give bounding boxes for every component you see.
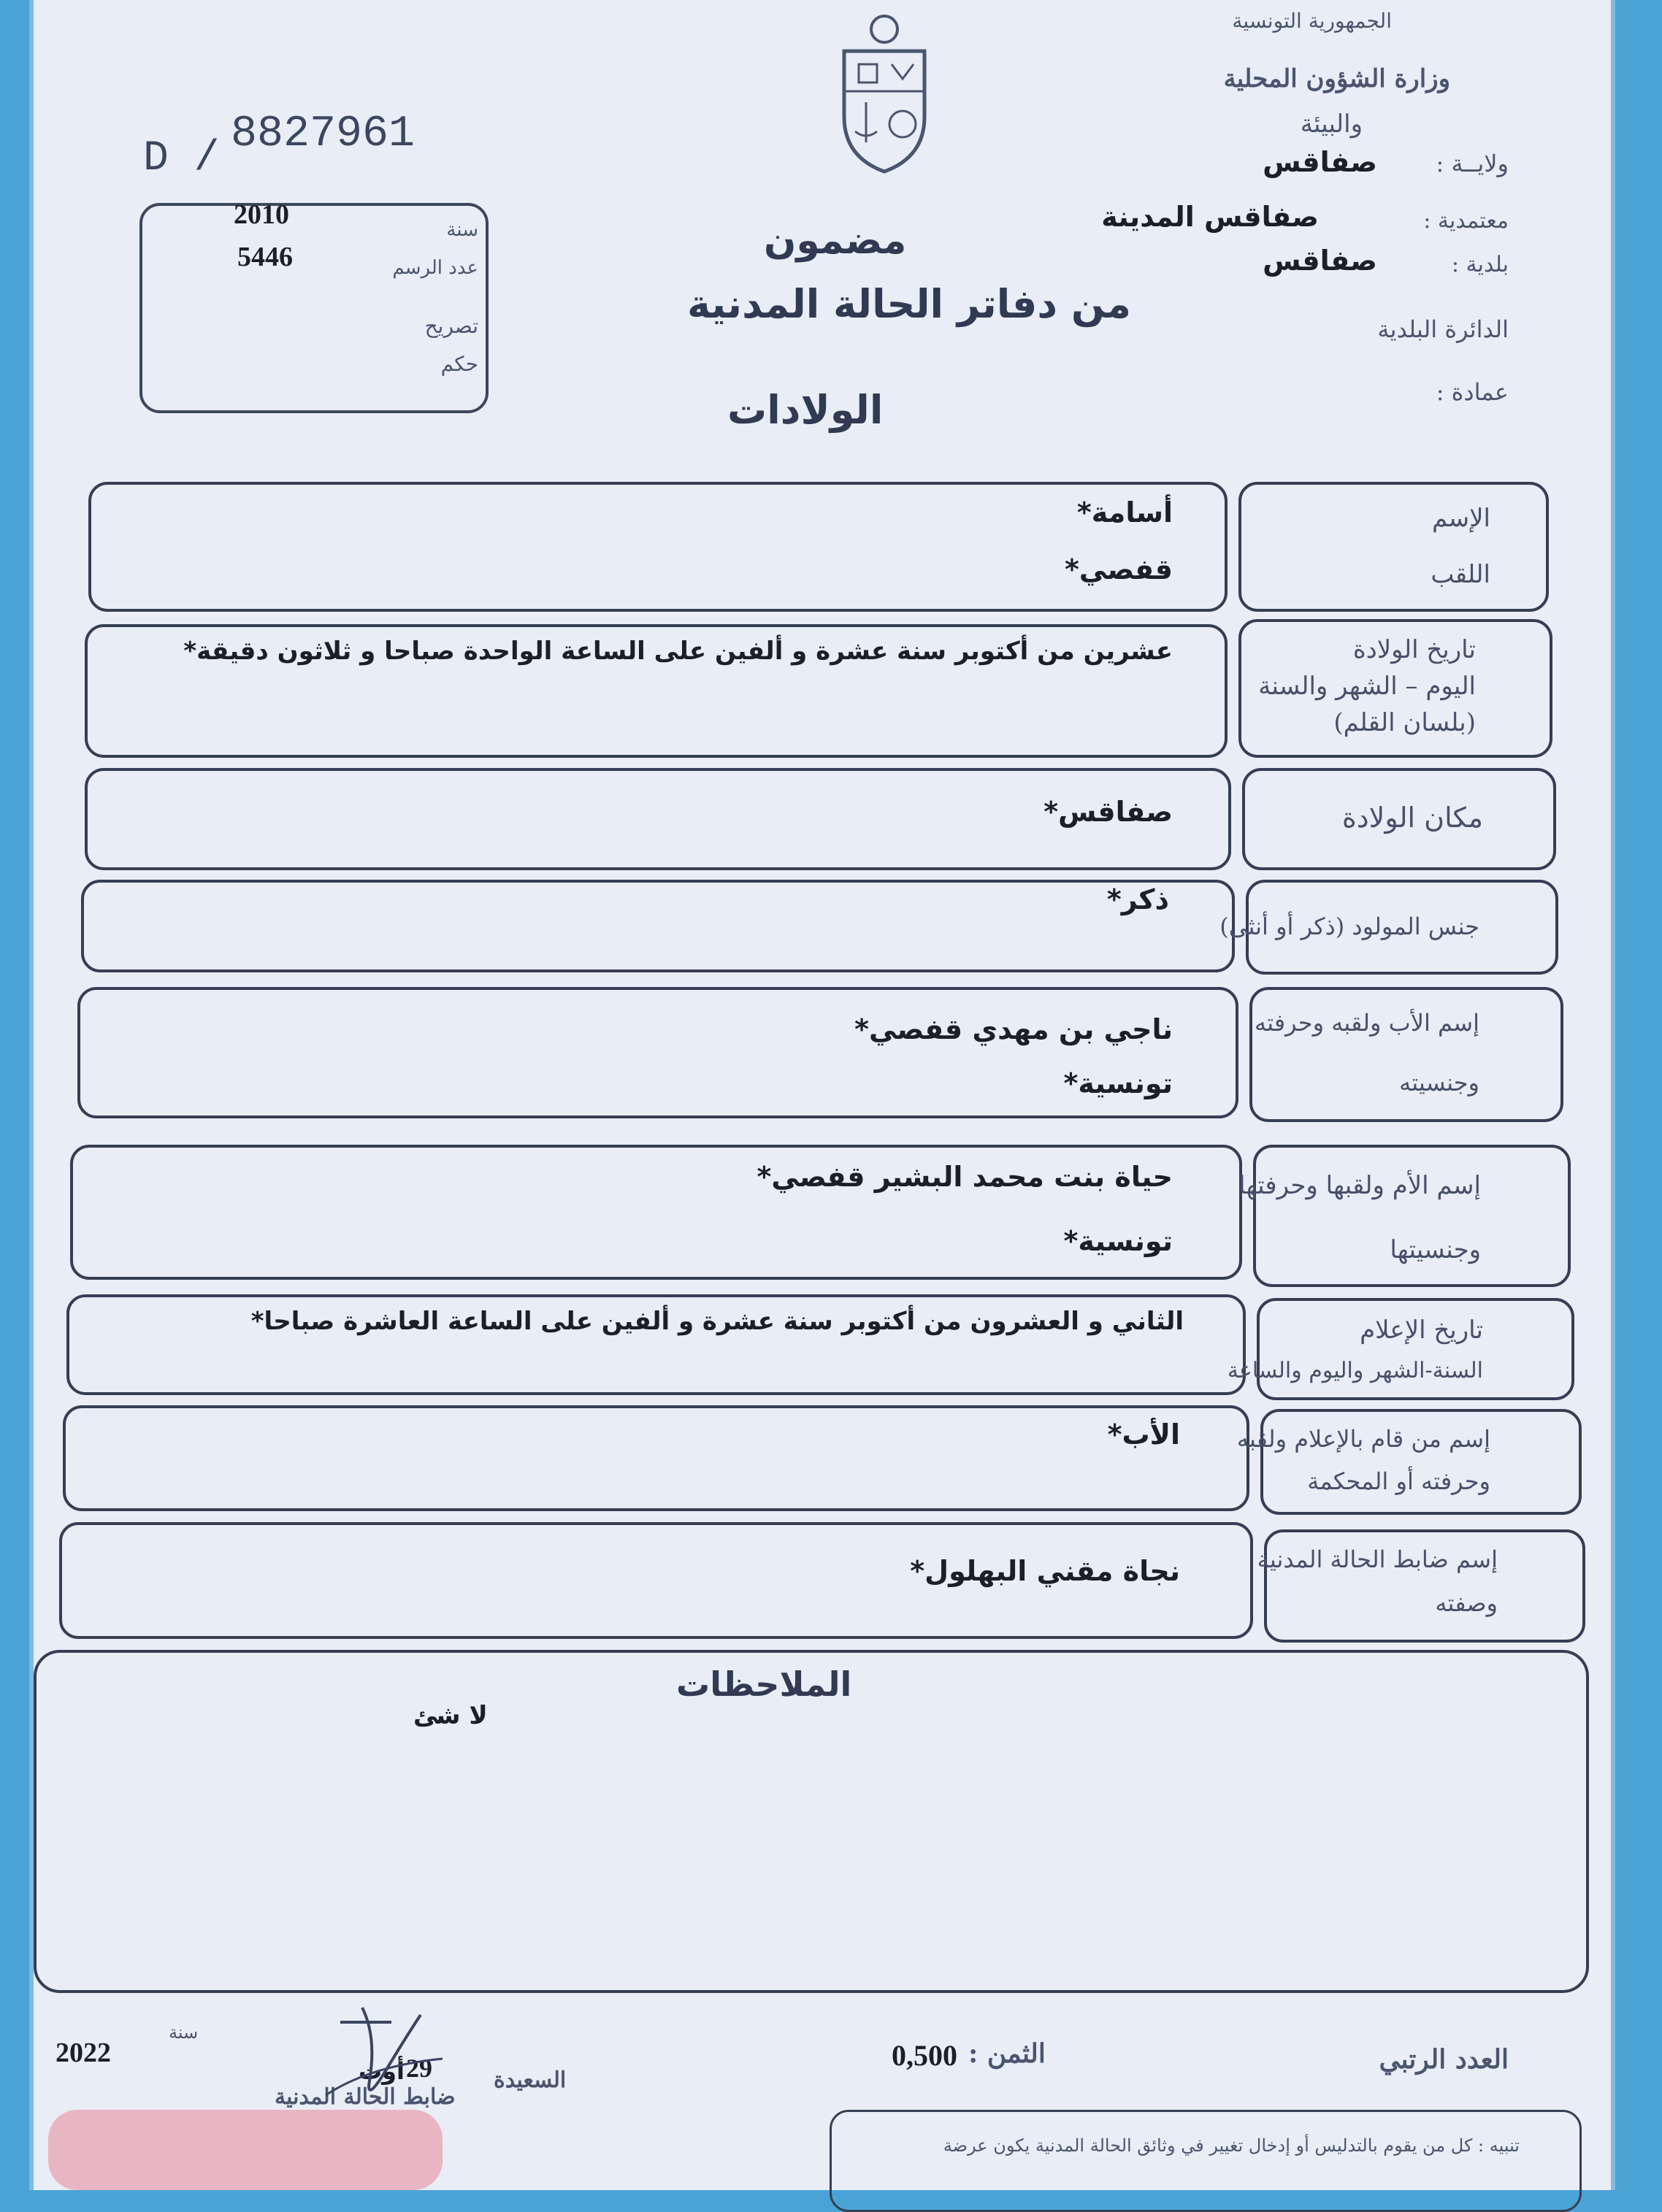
omada-label: عمادة : — [1436, 378, 1509, 406]
ministry-label: وزارة الشؤون المحلية — [1223, 64, 1450, 93]
father-nationality-value: تونسية* — [1063, 1067, 1173, 1099]
father-value: ناجي بن مهدي قفصي* — [854, 1013, 1173, 1045]
judgment-label: حكم — [440, 352, 478, 376]
coat-of-arms-emblem — [830, 7, 939, 175]
registry-year-label: سنة — [446, 219, 478, 241]
registry-number-label: عدد الرسم — [392, 257, 478, 279]
issue-city: السعيدة — [494, 2067, 567, 2093]
declaration-label: تصريح — [424, 314, 478, 338]
name-label-box — [1238, 482, 1549, 612]
warning-box — [830, 2110, 1582, 2212]
document-main-title: مضمون — [764, 219, 907, 263]
officer-label-line2: وصفته — [1435, 1589, 1498, 1617]
gender-value: ذكر* — [1106, 883, 1169, 915]
father-label: إسم الأب ولقبه وحرفته — [1255, 1009, 1479, 1037]
remarks-value: لا شئ — [413, 1701, 488, 1730]
mother-nationality-value: تونسية* — [1063, 1225, 1173, 1257]
officer-value: نجاة مقني البهلول* — [910, 1555, 1180, 1587]
father-label-line2: وجنسيته — [1399, 1069, 1479, 1097]
signature — [311, 1993, 472, 2117]
issue-year-label: سنة — [169, 2022, 199, 2043]
declaration-date-label-line2: السنة-الشهر واليوم والساعة — [1227, 1358, 1483, 1383]
warning-text: تنبيه : كل من يقوم بالتدليس أو إدخال تغيير في وثائق الحالة المدنية يكون عرضة — [943, 2135, 1520, 2156]
declarant-label-line2: وحرفته أو المحكمة — [1307, 1467, 1490, 1495]
baladiya-label: بلدية : — [1451, 252, 1509, 277]
first-name-label: الإسم — [1432, 504, 1490, 533]
gender-label: جنس المولود (ذكر أو أنثى) — [1219, 913, 1479, 940]
birth-date-value: عشرين من أكتوبر سنة عشرة و ألفين على الساعة الواحدة صباحا و ثلاثون دقيقة* — [183, 637, 1173, 666]
serial-number: 8827961 — [231, 110, 416, 159]
birth-date-label-line3: (بلسان القلم) — [1333, 708, 1476, 737]
price-label: الثمن : — [968, 2038, 1046, 2069]
registry-box — [139, 199, 489, 413]
motamadiya-value: صفاقس المدينة — [1101, 201, 1319, 233]
section-title: الولادات — [727, 387, 884, 433]
official-stamp — [48, 2110, 443, 2190]
gender-value-box — [81, 880, 1235, 972]
declaration-date-label: تاريخ الإعلام — [1360, 1316, 1483, 1345]
name-value-box — [88, 482, 1228, 612]
registry-number-value: 5446 — [237, 242, 293, 272]
republic-label: الجمهورية التونسية — [1232, 9, 1392, 33]
declarant-label: إسم من قام بالإعلام ولقبه — [1236, 1425, 1490, 1453]
birth-date-label-line2: اليوم – الشهر والسنة — [1258, 672, 1476, 701]
wilaya-value: صفاقس — [1263, 146, 1377, 178]
birth-date-label: تاريخ الولادة — [1352, 635, 1476, 664]
mother-label: إسم الأم ولقبها وحرفتها — [1238, 1171, 1481, 1200]
officer-label: إسم ضابط الحالة المدنية — [1257, 1545, 1498, 1573]
motamadiya-label: معتمدية : — [1423, 208, 1509, 234]
baladiya-value: صفاقس — [1263, 245, 1377, 277]
declaration-date-value: الثاني و العشرون من أكتوبر سنة عشرة و ألفين على الساعة العاشرة صباحا* — [250, 1307, 1184, 1336]
declarant-value-box — [63, 1405, 1249, 1511]
wilaya-label: ولايــة : — [1436, 150, 1509, 177]
issue-year-value: 2022 — [55, 2038, 111, 2068]
surname-value: قفصي* — [1065, 553, 1173, 585]
first-name-value: أسامة* — [1076, 496, 1173, 529]
surname-label: اللقب — [1431, 560, 1490, 589]
certificate-paper — [29, 0, 1615, 2190]
declarant-value: الأب* — [1107, 1418, 1180, 1451]
birth-place-value: صفاقس* — [1043, 796, 1173, 828]
registry-year-value: 2010 — [234, 199, 289, 230]
registration-number-label: العدد الرتبي — [1379, 2044, 1509, 2075]
issue-month: أوت — [359, 2057, 405, 2085]
mother-value: حياة بنت محمد البشير قفصي* — [757, 1161, 1173, 1193]
birth-place-label: مكان الولادة — [1341, 802, 1483, 834]
ministry-label-line2: والبيئة — [1300, 110, 1363, 139]
mother-label-line2: وجنسيتها — [1390, 1235, 1481, 1264]
price-value: 0,500 — [892, 2039, 957, 2072]
document-subtitle: من دفاتر الحالة المدنية — [687, 281, 1131, 327]
issue-day: 29 — [406, 2054, 432, 2083]
remarks-title: الملاحظات — [676, 1664, 852, 1704]
officer-signature-label: ضابط الحالة المدنية — [275, 2084, 456, 2110]
serial-prefix: D / — [143, 135, 220, 183]
daira-label: الدائرة البلدية — [1377, 315, 1509, 343]
